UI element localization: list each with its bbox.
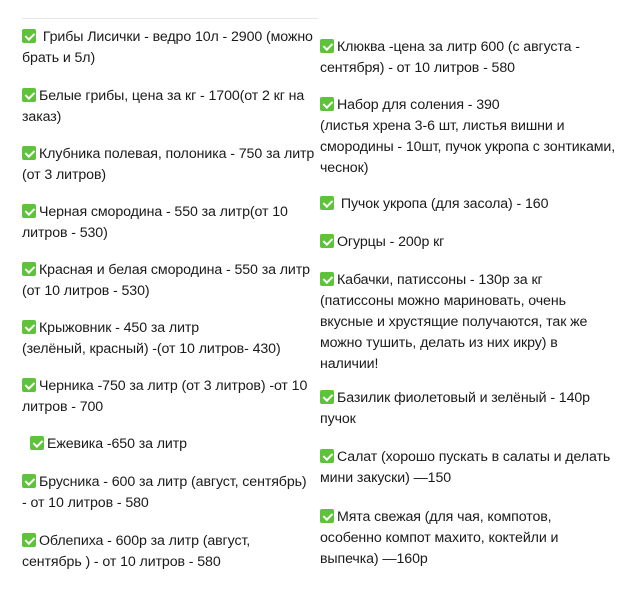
item-text: Кабачки, патиссоны - 130р за кг (патиссоны можно мариновать, очень вкусные и хрустящие получаются, так же можно тушить, делать из них икру) в наличии! [320,272,588,372]
item-text: Пучок укропа (для засола) - 160 [337,196,549,212]
check-mark-icon [22,320,36,334]
item-text: Облепиха - 600р за литр (август, сентябрь ) - от 10 литров - 580 [22,533,251,570]
item-text: Черная смородина - 550 за литр(от 10 литров - 530) [22,204,288,241]
check-mark-icon [30,436,44,450]
check-mark-icon [22,29,36,43]
check-mark-icon [22,378,36,392]
check-mark-icon [22,533,36,547]
check-mark-icon [22,146,36,160]
item-text: Красная и белая смородина - 550 за литр (от 10 литров - 530) [22,262,310,299]
check-mark-icon [320,390,334,404]
item-text: Салат (хорошо пускать в салаты и делать мини закуски) —150 [320,449,611,486]
item-text: Брусника - 600 за литр (август, сентябрь) - от 10 литров - 580 [22,474,307,511]
item-text: Мята свежая (для чая, компотов, особенно компот махито, коктейли и выпечка) —160р [320,509,559,567]
list-item [22,318,322,360]
check-mark-icon [320,196,334,210]
item-text: Набор для соления - 390 (листья хрена 3-6 шт, листья вишни и смородины - 10шт, пучок укропа с зонтиками, чеснок) [320,97,616,176]
list-item [320,447,620,489]
item-text: Огурцы - 200р кг [337,234,445,250]
check-mark-icon [320,449,334,463]
item-text: Ежевика -650 за литр [47,436,187,452]
list-item [22,531,322,573]
check-mark-icon [320,509,334,523]
check-mark-icon [320,234,334,248]
top-divider [22,18,318,19]
list-item [320,507,620,570]
item-text: Базилик фиолетовый и зелёный - 140р пучок [320,390,590,427]
item-text: Крыжовник - 450 за литр (зелёный, красный) -(от 10 литров- 430) [22,320,281,357]
item-text: Клюква -цена за литр 600 (с августа - сентября) - от 10 литров - 580 [320,39,580,76]
list-item [320,388,620,430]
list-item [22,86,322,128]
check-mark-icon [320,97,334,111]
check-mark-icon [22,204,36,218]
list-item [22,27,322,69]
list-item [22,144,322,186]
list-item [320,270,620,375]
list-item [320,232,620,253]
check-mark-icon [320,39,334,53]
item-text: Черника -750 за литр (от 3 литров) -от 10 литров - 700 [22,378,308,415]
list-item [22,202,322,244]
list-item [22,472,322,514]
list-item [22,260,322,302]
list-item [22,376,322,418]
check-mark-icon [22,88,36,102]
list-item [320,194,620,215]
item-text: Белые грибы, цена за кг - 1700(от 2 кг на заказ) [22,88,305,125]
list-item [30,434,330,455]
list-item [320,37,620,79]
item-text: Клубника полевая, полоника - 750 за литр (от 3 литров) [22,146,315,183]
list-item [320,95,620,179]
check-mark-icon [22,262,36,276]
item-text: Грибы Лисички - ведро 10л - 2900 (можно брать и 5л) [22,29,313,66]
check-mark-icon [320,272,334,286]
check-mark-icon [22,474,36,488]
